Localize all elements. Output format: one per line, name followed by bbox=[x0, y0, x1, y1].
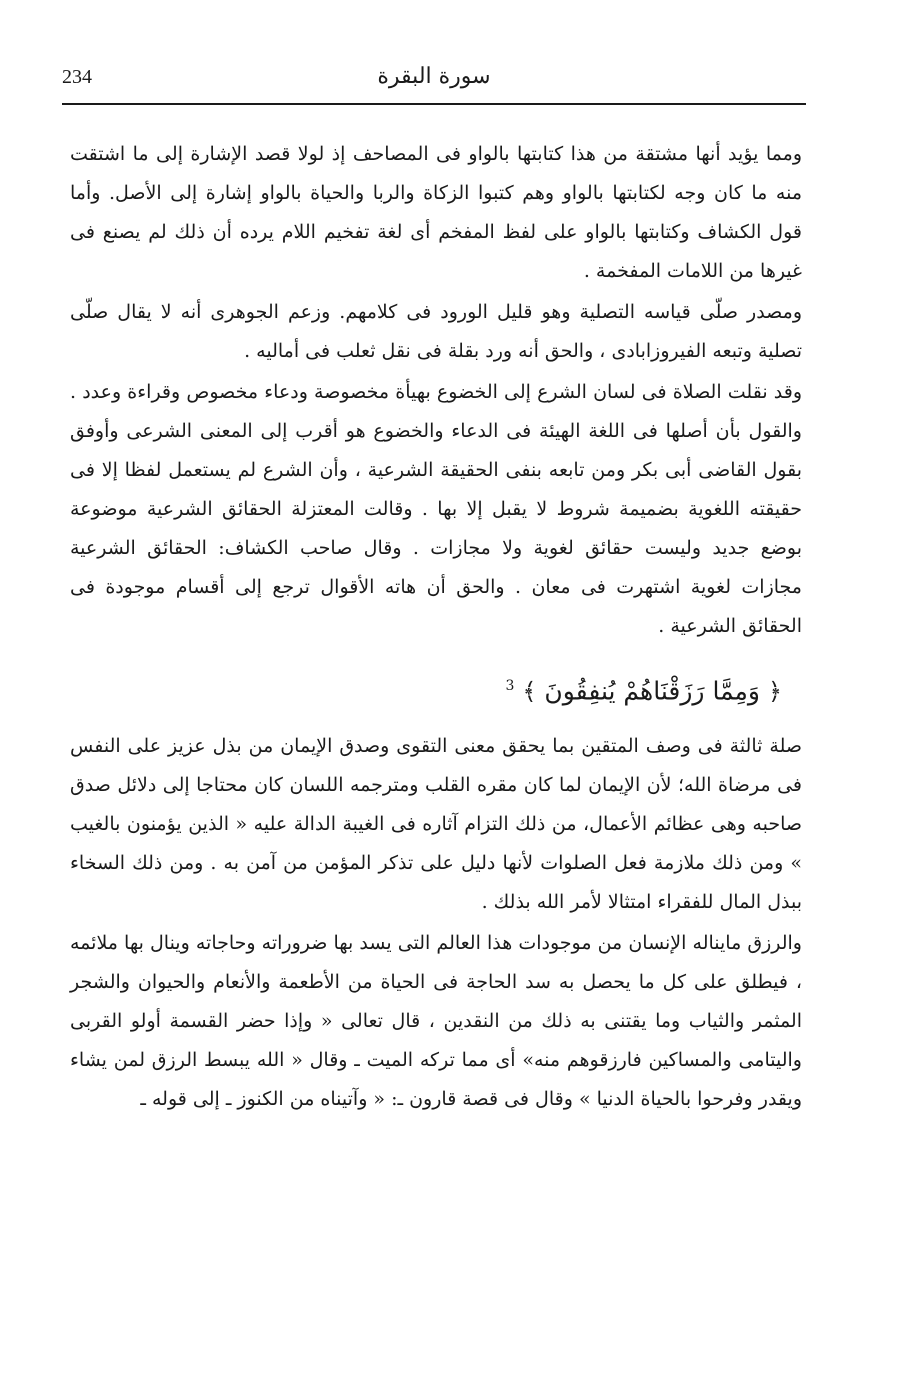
verse-text: وَمِمَّا رَزَقْنَاهُمْ يُنفِقُونَ bbox=[544, 676, 760, 706]
page-number: 234 bbox=[62, 66, 92, 88]
paragraph-masdar: ومصدر صلّى قياسه التصلية وهو قليل الورود فى كلامهم. وزعم الجوهرى أنه لا يقال صلّى تصلية وتبعه الفيروزابادى ، والحق أنه ورد بقلة فى نقل ثعلب فى أماليه . bbox=[70, 301, 802, 362]
page-body bbox=[70, 135, 802, 1119]
header-rule bbox=[62, 103, 806, 105]
quran-verse bbox=[70, 660, 782, 717]
verse-close-bracket: ﴾ bbox=[522, 677, 537, 706]
verse-open-bracket: ﴿ bbox=[767, 677, 782, 706]
paragraph-etymology: ومما يؤيد أنها مشتقة من هذا كتابتها بالواو فى المصاحف إذ لولا قصد الإشارة إلى ما اشتقت منه ما كان وجه لكتابتها بالواو وهم كتبوا الزكاة والربا والحياة بالواو إشارة إلى الأصل. وأما قول الكشاف وكتابتها بالواو على لفظ المفخم أى لغة تفخيم اللام يرده أن ذلك لم يصنع فى غيرها من اللامات المفخمة . bbox=[70, 143, 802, 282]
surah-title: سورة البقرة bbox=[377, 64, 491, 89]
paragraph-rizq: والرزق مايناله الإنسان من موجودات هذا العالم التى يسد بها ضروراته وحاجاته وينال بها ملائمه ، فيطلق على كل ما يحصل به سد الحاجة فى الحياة من الأطعمة والأنعام والحيوان والشجر المثمر والثياب وما يقتنى به ذلك من النقدين ، قال تعالى « وإذا حضر القسمة أولو القربى واليتامى والمساكين فارزقوهم منه» أى مما تركه الميت ـ وقال « الله يبسط الرزق لمن يشاء ويقدر وفرحوا بالحياة الدنيا » وقال فى قصة قارون ـ: « وآتيناه من الكنوز ـ إلى قوله ـ bbox=[70, 932, 802, 1111]
paragraph-commentary: صلة ثالثة فى وصف المتقين بما يحقق معنى التقوى وصدق الإيمان من بذل عزيز على النفس فى مرضاة الله؛ لأن الإيمان لما كان مقره القلب ومترجمه اللسان كان محتاجا إلى دلائل صدق صاحبه وهى عظائم الأعمال، من ذلك التزام آثاره فى الغيبة الدالة عليه « الذين يؤمنون بالغيب » ومن ذلك ملازمة فعل الصلوات لأنها دليل على تذكر المؤمن من آمن به . ومن ذلك السخاء ببذل المال للفقراء امتثالا لأمر الله بذلك . bbox=[70, 735, 802, 914]
verse-number: 3 bbox=[505, 678, 515, 694]
page-header bbox=[62, 58, 806, 98]
paragraph-sharia-meaning: وقد نقلت الصلاة فى لسان الشرع إلى الخضوع بهيأة مخصوصة ودعاء مخصوص وقراءة وعدد . والقول بأن أصلها فى اللغة الهيئة فى الدعاء والخضوع هو أقرب إلى المعنى الشرعى وأوفق بقول القاضى أبى بكر ومن تابعه بنفى الحقيقة الشرعية ، وأن الشرع لم يستعمل لفظا إلا فى حقيقته اللغوية بضميمة شروط لا يقبل إلا بها . وقالت المعتزلة الحقائق الشرعية موضوعة بوضع جديد وليست حقائق لغوية ولا مجازات . وقال صاحب الكشاف: الحقائق الشرعية مجازات لغوية اشتهرت فى معان . والحق أن هاته الأقوال ترجع إلى أقسام موجودة فى الحقائق الشرعية . bbox=[70, 381, 802, 637]
